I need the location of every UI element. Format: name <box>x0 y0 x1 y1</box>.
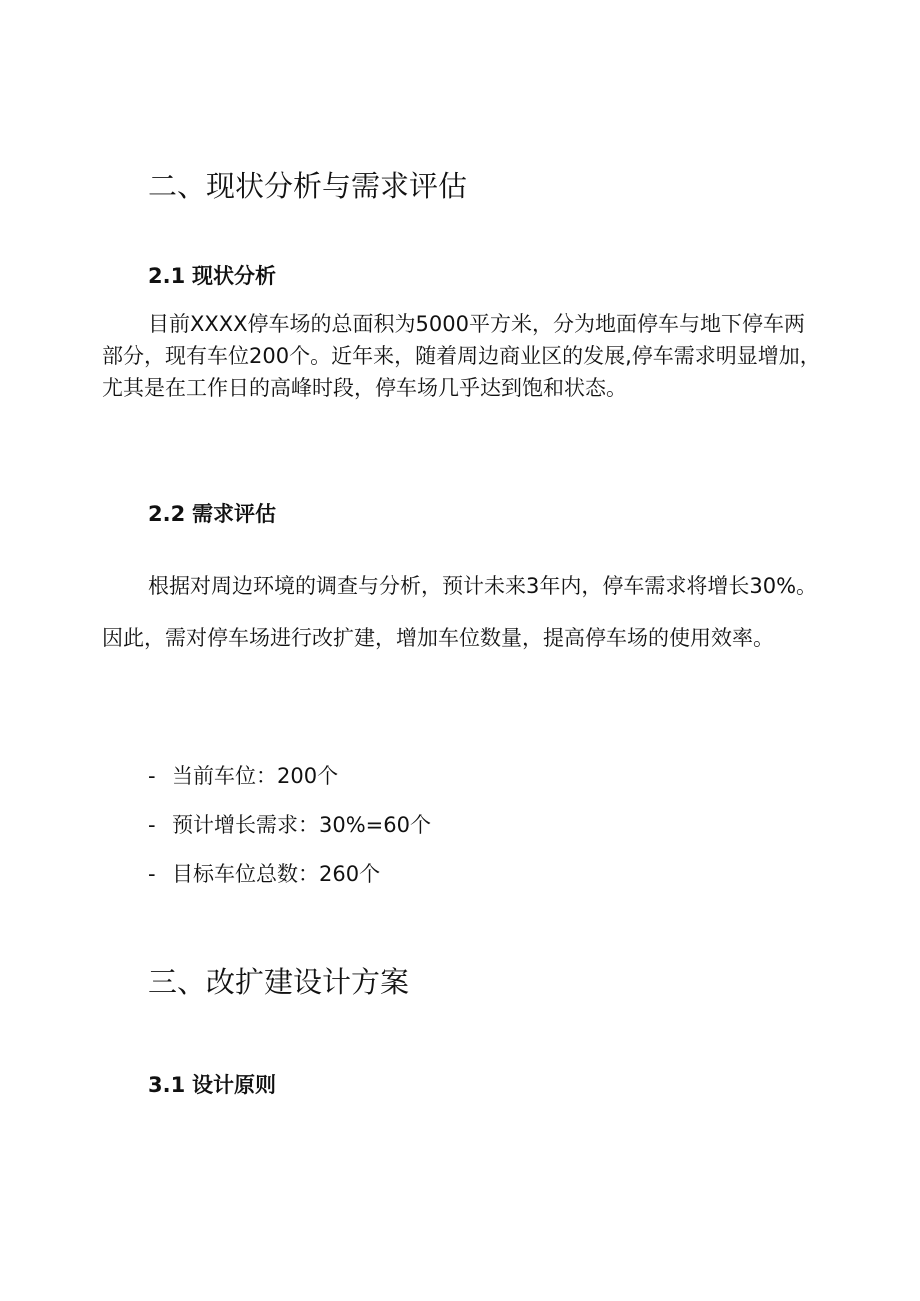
subsection-title: 设计原则 <box>192 1073 276 1097</box>
subsection-number: 2.2 <box>148 502 186 526</box>
bullet-marker: - <box>148 813 156 837</box>
bullet-item <box>148 858 431 907</box>
bullet-item <box>148 760 431 809</box>
subsection-heading-3-1 <box>148 1071 276 1099</box>
bullet-item <box>148 809 431 858</box>
section-heading-2: 二、现状分析与需求评估 <box>148 169 468 203</box>
section-heading-3: 三、改扩建设计方案 <box>148 965 410 999</box>
subsection-number: 3.1 <box>148 1073 186 1097</box>
subsection-number: 2.1 <box>148 264 186 288</box>
paragraph-demand-assessment: 根据对周边环境的调查与分析，预计未来3年内，停车需求将增长30%。因此，需对停车场进行改扩建，增加车位数量，提高停车场的使用效率。 <box>102 574 818 650</box>
bullet-text: 当前车位：200个 <box>172 764 339 788</box>
subsection-heading-2-1 <box>148 262 276 290</box>
bullet-text: 预计增长需求：30%=60个 <box>172 813 431 837</box>
paragraph-current-status: 目前XXXX停车场的总面积为5000平方米，分为地面停车与地下停车两部分，现有车位200个。近年来，随着周边商业区的发展,停车需求明显增加，尤其是在工作日的高峰时段，停车场几乎达到饱和状态。 <box>102 312 821 400</box>
bullet-text: 目标车位总数：260个 <box>172 862 381 886</box>
demand-bullet-list <box>148 760 431 907</box>
subsection-title: 现状分析 <box>192 264 276 288</box>
bullet-marker: - <box>148 764 156 788</box>
subsection-heading-2-2 <box>148 500 276 528</box>
subsection-title: 需求评估 <box>192 502 276 526</box>
bullet-marker: - <box>148 862 156 886</box>
